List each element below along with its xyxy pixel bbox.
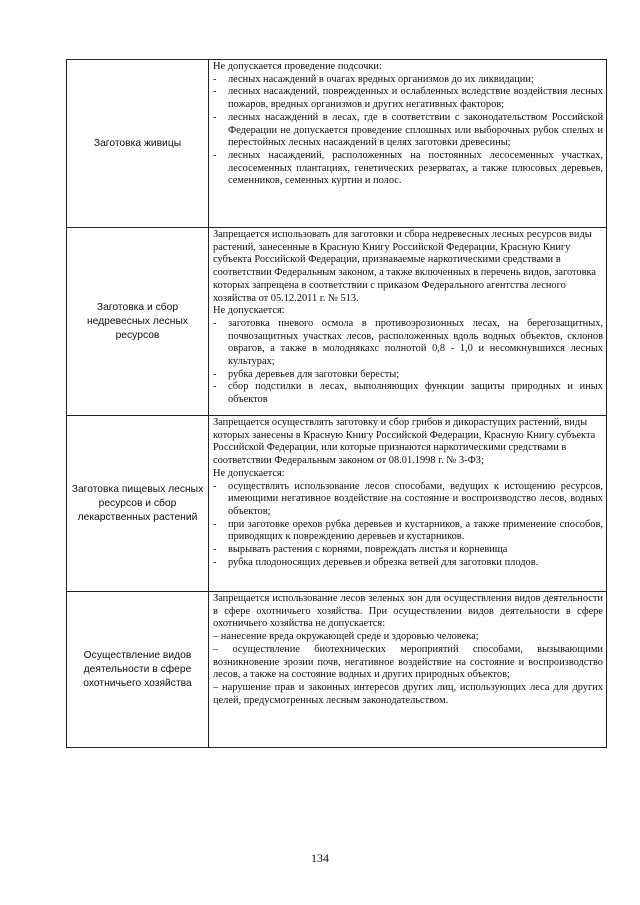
activity-label: Заготовка пищевых лесных ресурсов и сбор лекарственных растений	[67, 416, 209, 592]
restriction-list	[213, 74, 603, 188]
restrictions-table	[66, 59, 607, 748]
cell-paragraph: – нарушение прав и законных интересов других лиц, использующих леса для других целей, предусмотренных лесным законодательством.	[213, 681, 603, 706]
list-item: - лесных насаждений, поврежденных и ослабленных вследствие воздействия лесных пожаров, вредных организмов и других негативных факторов;	[213, 86, 603, 111]
restriction-list	[213, 481, 603, 570]
list-item: - рубка плодоносящих деревьев и обрезка ветвей для заготовки плодов.	[213, 556, 539, 568]
table-row	[67, 416, 607, 592]
table-row	[67, 60, 607, 228]
restrictions-cell	[209, 416, 607, 592]
activity-label: Заготовка и сбор недревесных лесных ресурсов	[67, 228, 209, 416]
cell-paragraph: Не допускается проведение подсочки:	[213, 61, 382, 72]
cell-paragraph: Запрещается использовать для заготовки и сбора недревесных лесных ресурсов виды растений, занесенные в Красную Книгу Российской Федерации, Красную Книгу субъекта Российской Федерации, признаваемые наркотическими средствами в соответствии Федеральным законом, а также включенных в перечень видов, заготовка которых запрещена в соответствии с приказом Федерального агентства лесного хозяйства от 05.12.2011 г. № 513.	[213, 229, 597, 304]
page-number: 134	[311, 851, 329, 865]
list-item: - лесных насаждений в лесах, где в соответствии с законодательством Российской Федерации не допускается проведение сплошных или выборочных рубок спелых и перестойных лесных насаждений в целях заготовки древесины;	[213, 111, 603, 149]
cell-paragraph: Запрещается использование лесов зеленых зон для осуществления видов деятельности в сфере охотничьего хозяйства. При осуществлении видов деятельности в сфере охотничьего хозяйства не допускается:	[213, 593, 603, 630]
list-item: - вырывать растения с корнями, повреждать листья и корневища	[213, 544, 508, 556]
restrictions-cell	[209, 60, 607, 228]
restrictions-cell	[209, 592, 607, 748]
list-item: - рубка деревьев для заготовки бересты;	[213, 368, 400, 380]
restrictions-cell	[209, 228, 607, 416]
list-item: - при заготовке орехов рубка деревьев и кустарников, а также применение способов, приводящих к повреждению деревьев и кустарников.	[213, 518, 603, 543]
list-item: - заготовка пневого осмола в противоэрозионных лесах, на берегозащитных, почвозащитных участках лесов, расположенных вдоль водных объектов, склонов оврагов, а также в молоднякахс полнотой 0,8 - 1,0 и несомкнувшихся лесных культурах;	[213, 317, 603, 368]
list-item: - сбор подстилки в лесах, выполняющих функции защиты природных и иных объектов	[213, 381, 603, 406]
cell-paragraph: – нанесение вреда окружающей среде и здоровью человека;	[213, 631, 479, 643]
table-row	[67, 228, 607, 416]
list-item: - осуществлять использование лесов способами, ведущих к истощению ресурсов, имеющими негативное воздействие на состояние и воспроизводство лесов, водных объектов;	[213, 480, 603, 517]
activity-label: Осуществление видов деятельности в сфере охотничьего хозяйства	[67, 592, 209, 748]
restriction-list	[213, 318, 603, 407]
cell-paragraph: Запрещается осуществлять заготовку и сбор грибов и дикорастущих растений, виды которых занесены в Красную Книгу Российской Федерации, Красную Книгу субъекта Российской Федерации, или которые признаются наркотическими средствами в соответствии Федеральным законом от 08.01.1998 г. № 3-ФЗ;	[213, 417, 596, 467]
activity-label: Заготовка живицы	[67, 60, 209, 228]
cell-paragraph: Не допускается:	[213, 467, 285, 479]
list-item: - лесных насаждений, расположенных на постоянных лесосеменных участках, лесосеменных плантациях, генетических резерватах, а также плюсовых деревьев, семенников, семенных куртин и полос.	[213, 149, 603, 187]
cell-paragraph: – осуществление биотехнических мероприятий способами, вызывающими возникновение эрозии почв, негативное воздействие на состояние и воспроизводство лесов, а также на состояние водных и других природных объектов;	[213, 643, 603, 681]
list-item: - лесных насаждений в очагах вредных организмов до их ликвидации;	[213, 73, 534, 85]
cell-paragraph: Не допускается:	[213, 305, 285, 317]
table-row	[67, 592, 607, 748]
